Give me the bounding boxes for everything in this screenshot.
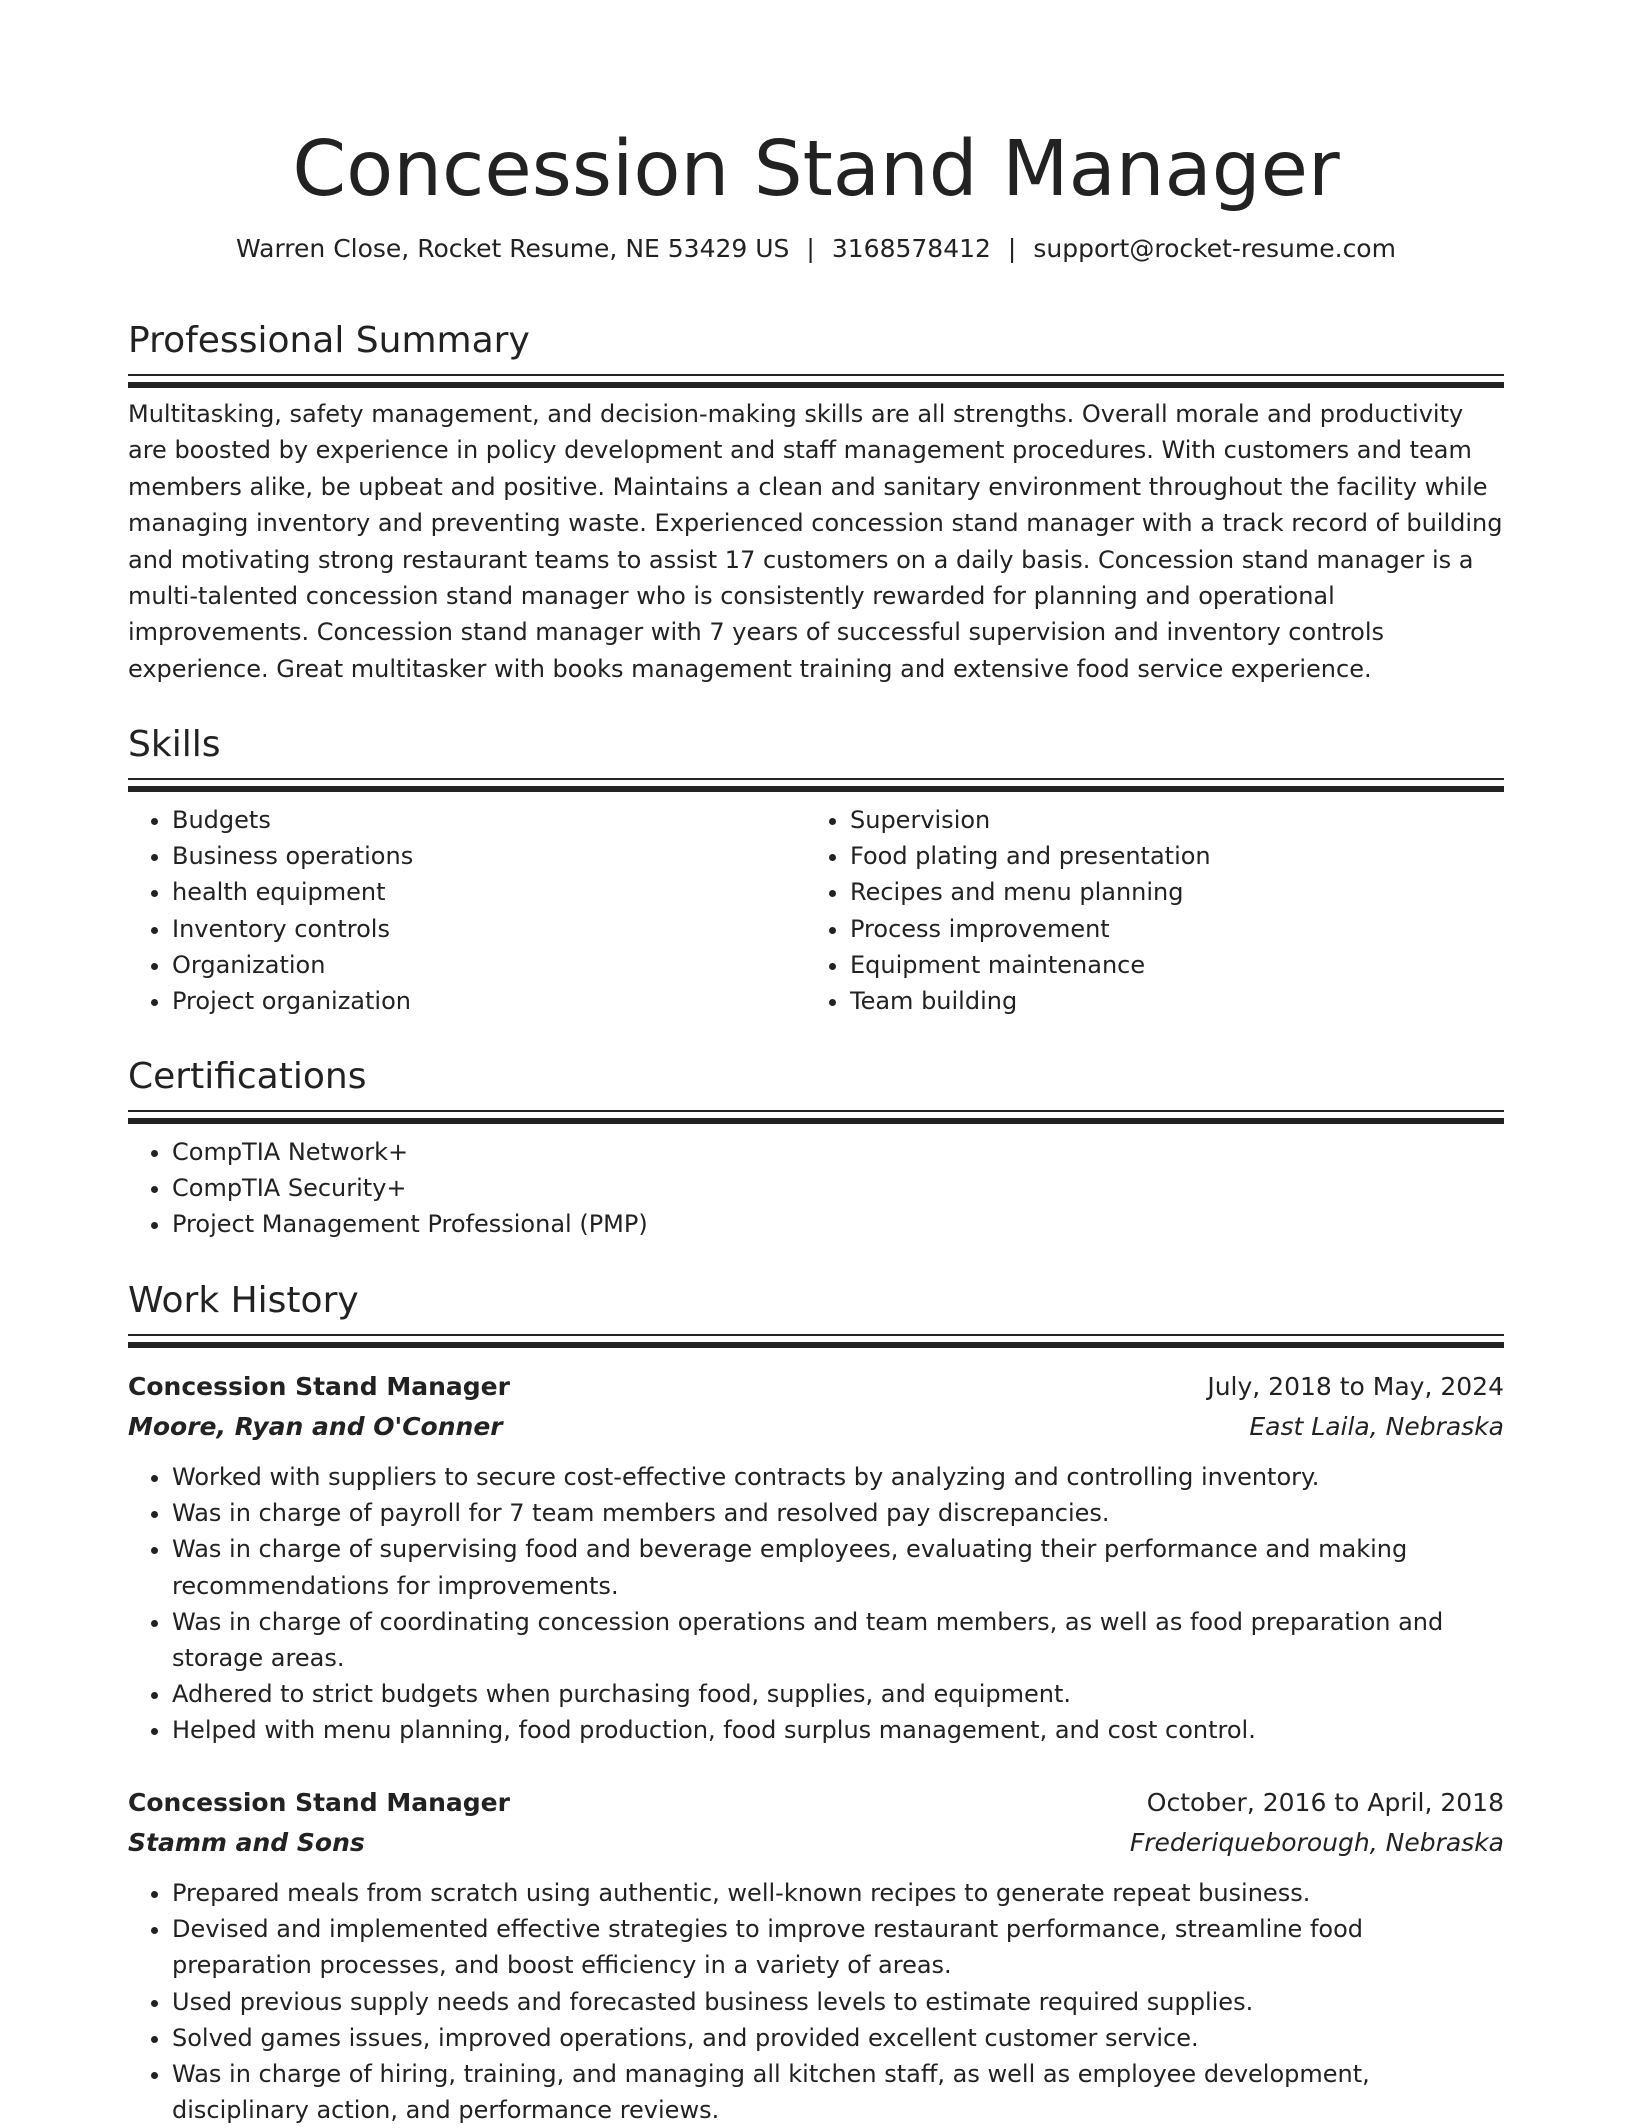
section-title-skills: Skills <box>128 724 221 765</box>
skills-list-left <box>128 802 806 1019</box>
job-title: Concession Stand Manager <box>128 1372 510 1401</box>
job-subheader <box>128 1407 1504 1447</box>
summary-text: Multitasking, safety management, and decision-making skills are all strengths. Overall morale and productivity are boosted by experience in policy development and staff management procedures. With customers and team members alike, be upbeat and positive. Maintains a clean and sanitary environment throughout the facility while managing inventory and preventing waste. Experienced concession stand manager with a track record of building and motivating strong restaurant teams to assist 17 customers on a daily basis. Concession stand manager is a multi-talented concession stand manager who is consistently rewarded for planning and operational improvements. Concession stand manager with 7 years of successful supervision and inventory controls experience. Great multitasker with books management training and extensive food service experience. <box>128 400 1503 683</box>
certifications-list <box>128 1134 1504 1243</box>
skill-item: • Team building <box>850 983 1484 1019</box>
skill-item: • health equipment <box>172 874 806 910</box>
job-duty: • Devised and implemented effective strategies to improve restaurant performance, streamline food preparation processes, and boost efficiency in a variety of areas. <box>172 1911 1504 1983</box>
skill-item: • Inventory controls <box>172 911 806 947</box>
section-divider <box>128 1334 1504 1336</box>
job-title: Concession Stand Manager <box>128 1788 510 1817</box>
job-duty: • Was in charge of coordinating concession operations and team members, as well as food preparation and storage areas. <box>172 1604 1504 1676</box>
skill-item: • Business operations <box>172 838 806 874</box>
skill-item: • Equipment maintenance <box>850 947 1484 983</box>
section-divider <box>128 778 1504 780</box>
skill-item: • Recipes and menu planning <box>850 874 1484 910</box>
job-company: Moore, Ryan and O'Conner <box>128 1412 503 1441</box>
job-dates: July, 2018 to May, 2024 <box>1207 1372 1504 1401</box>
contact-line <box>128 232 1504 266</box>
job-entry <box>128 1783 1504 2128</box>
job-entry <box>128 1367 1504 1749</box>
job-duty: • Solved games issues, improved operations, and provided excellent customer service. <box>172 2020 1504 2056</box>
section-divider <box>128 374 1504 376</box>
job-duty: • Used previous supply needs and forecasted business levels to estimate required supplies. <box>172 1984 1504 2020</box>
job-duties-list <box>128 1459 1504 1749</box>
job-duty: • Adhered to strict budgets when purchasing food, supplies, and equipment. <box>172 1676 1504 1712</box>
skill-item: • Project organization <box>172 983 806 1019</box>
contact-separator: | <box>806 234 815 263</box>
section-title-summary: Professional Summary <box>128 320 530 361</box>
contact-separator: | <box>1007 234 1017 263</box>
contact-address: Warren Close, Rocket Resume, NE 53429 US <box>236 234 790 263</box>
skills-list-right <box>806 802 1484 1019</box>
job-duty: • Worked with suppliers to secure cost-effective contracts by analyzing and controlling inventory. <box>172 1459 1504 1495</box>
job-header <box>128 1367 1504 1407</box>
job-location: East Laila, Nebraska <box>1249 1412 1504 1441</box>
certification-item: • Project Management Professional (PMP) <box>172 1206 1504 1242</box>
job-company: Stamm and Sons <box>128 1828 365 1857</box>
certifications-section <box>128 1054 1504 1243</box>
job-location: Frederiqueborough, Nebraska <box>1129 1828 1504 1857</box>
skill-item: • Food plating and presentation <box>850 838 1484 874</box>
skill-item: • Organization <box>172 947 806 983</box>
contact-phone: 3168578412 <box>831 234 991 263</box>
job-duty: • Helped with menu planning, food production, food surplus management, and cost control. <box>172 1712 1504 1748</box>
certification-item: • CompTIA Security+ <box>172 1170 1504 1206</box>
contact-email: support@rocket-resume.com <box>1033 234 1396 263</box>
skills-section <box>128 722 1504 1019</box>
skill-item: • Process improvement <box>850 911 1484 947</box>
certification-item: • CompTIA Network+ <box>172 1134 1504 1170</box>
job-duty: • Was in charge of payroll for 7 team members and resolved pay discrepancies. <box>172 1495 1504 1531</box>
skills-column-left <box>128 802 806 1019</box>
skills-column-right <box>806 802 1484 1019</box>
section-title-certifications: Certifications <box>128 1056 367 1097</box>
job-header <box>128 1783 1504 1823</box>
job-subheader <box>128 1823 1504 1863</box>
work-history-section <box>128 1278 1504 1336</box>
job-duty: • Was in charge of hiring, training, and managing all kitchen staff, as well as employee development, disciplinary action, and performance reviews. <box>172 2056 1504 2128</box>
job-duty: • Was in charge of supervising food and beverage employees, evaluating their performance and making recommendations for improvements. <box>172 1531 1504 1603</box>
job-duty: • Prepared meals from scratch using authentic, well-known recipes to generate repeat business. <box>172 1875 1504 1911</box>
skill-item: • Budgets <box>172 802 806 838</box>
skill-item: • Supervision <box>850 802 1484 838</box>
candidate-name: Concession Stand Manager <box>292 125 1340 214</box>
job-duties-list <box>128 1875 1504 2128</box>
section-title-work-history: Work History <box>128 1280 359 1321</box>
skills-columns <box>128 802 1504 1019</box>
summary-section <box>128 318 1504 687</box>
resume-page <box>128 0 1504 2125</box>
section-divider <box>128 1110 1504 1112</box>
job-dates: October, 2016 to April, 2018 <box>1146 1788 1504 1817</box>
